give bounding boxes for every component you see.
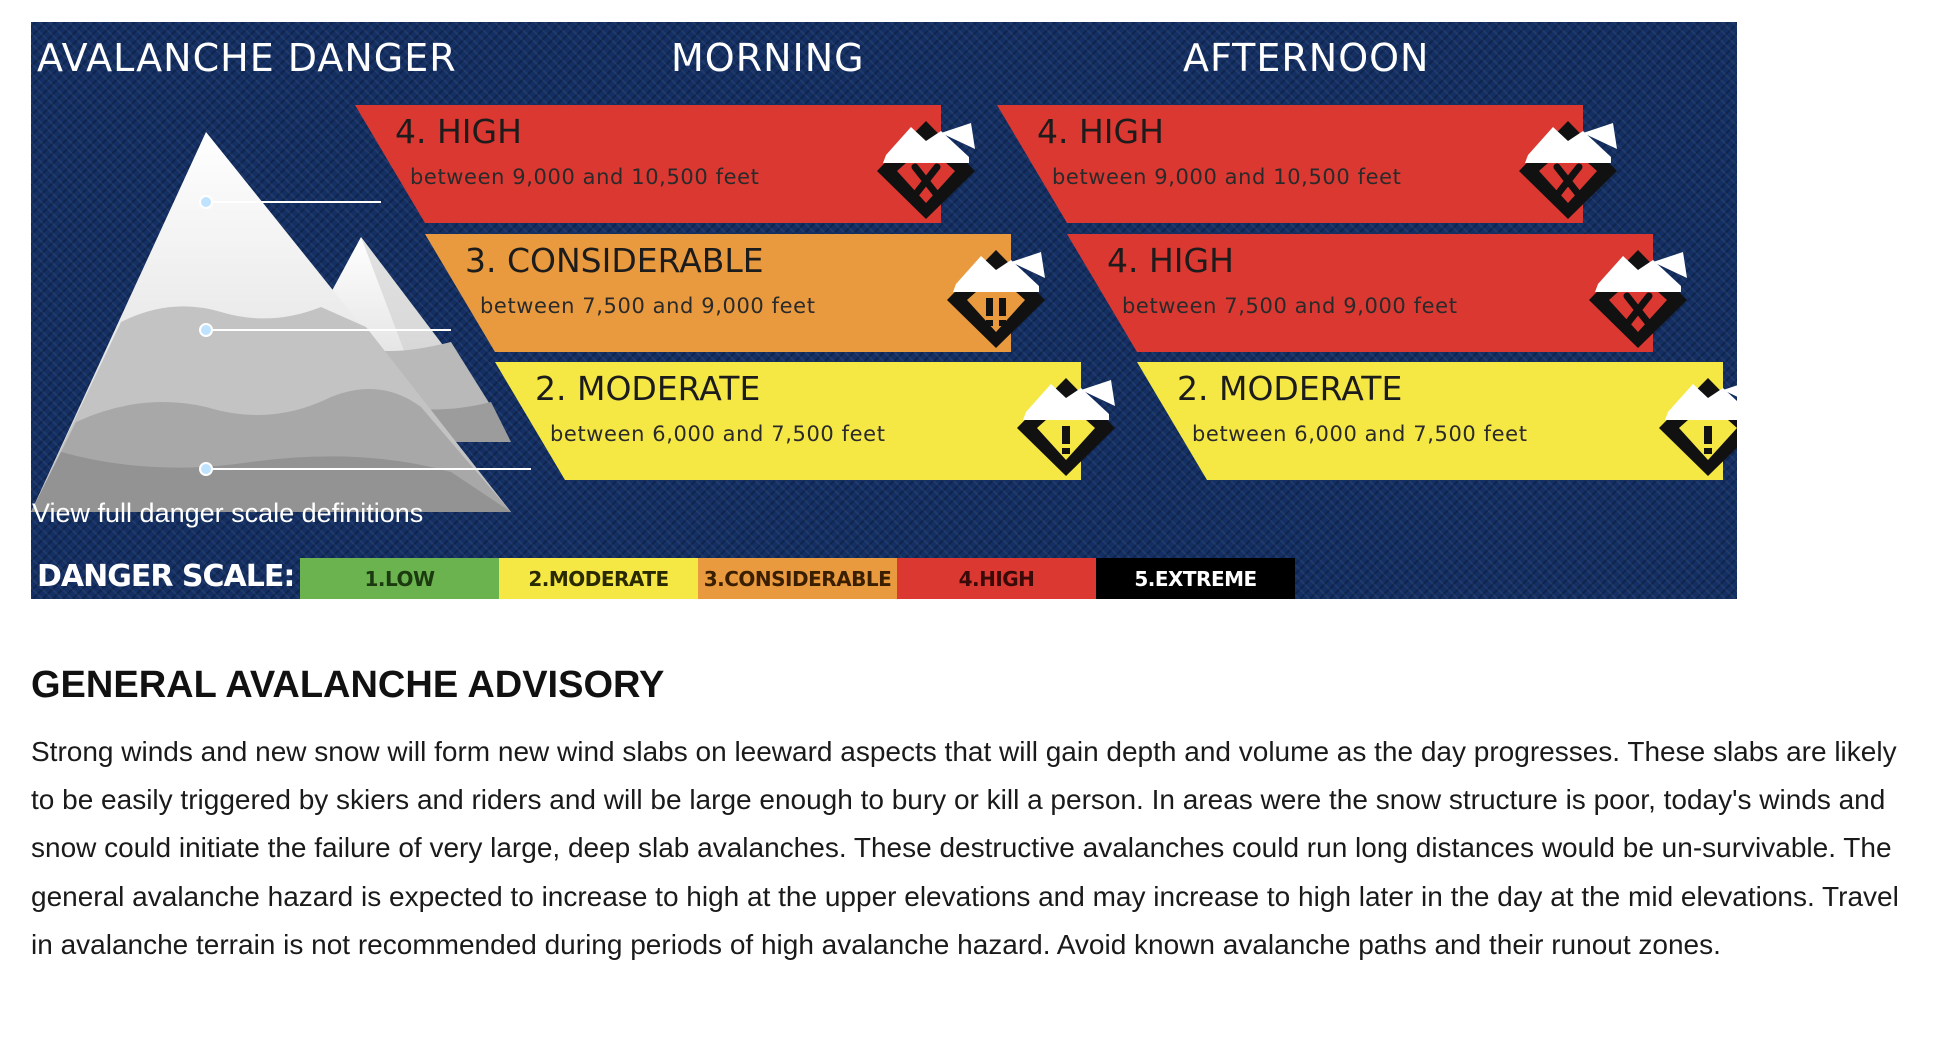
scale-moderate: 2.MODERATE	[499, 558, 698, 599]
danger-scale-bar	[300, 558, 1295, 599]
x-mark-icon	[871, 115, 981, 223]
danger-scale-definitions-link[interactable]: View full danger scale definitions	[32, 498, 424, 528]
elevation-range: between 6,000 and 7,500 feet	[550, 422, 886, 446]
double-exclamation-icon	[941, 244, 1051, 352]
danger-level: 3. CONSIDERABLE	[465, 241, 764, 280]
scale-considerable: 3.CONSIDERABLE	[698, 558, 897, 599]
danger-title: AVALANCHE DANGER	[37, 36, 457, 80]
morning-band-middle	[425, 234, 1011, 352]
exclamation-icon	[1011, 372, 1121, 480]
advisory-body: Strong winds and new snow will form new wind slabs on leeward aspects that will gain depth and volume as the day progresses. These slabs are likely to be easily triggered by skiers and riders and will be large enough to bury or kill a person. In areas were the snow structure is poor, today's winds and snow could initiate the failure of very large, deep slab avalanches. These destructive avalanches could run long distances would be un-survivable. The general avalanche hazard is expected to increase to high at the upper elevations and may increase to high later in the day at the mid elevations. Travel in avalanche terrain is not recommended during periods of high avalanche hazard. Avoid known avalanche paths and their runout zones.	[31, 736, 1899, 960]
scale-high: 4.HIGH	[897, 558, 1096, 599]
afternoon-band-middle	[1067, 234, 1653, 352]
afternoon-band-lower	[1137, 362, 1723, 480]
morning-band-upper	[355, 105, 941, 223]
x-mark-icon	[1513, 115, 1623, 223]
afternoon-band-upper	[997, 105, 1583, 223]
avalanche-danger-graphic	[31, 22, 1737, 599]
exclamation-icon	[1653, 372, 1737, 480]
danger-level: 4. HIGH	[1037, 112, 1164, 151]
morning-band-lower	[495, 362, 1081, 480]
advisory-title: GENERAL AVALANCHE ADVISORY	[31, 664, 665, 706]
afternoon-header: AFTERNOON	[1183, 36, 1430, 80]
morning-header: MORNING	[671, 36, 865, 80]
elevation-range: between 7,500 and 9,000 feet	[480, 294, 816, 318]
danger-level: 2. MODERATE	[535, 369, 761, 408]
x-mark-icon	[1583, 244, 1693, 352]
danger-scale-label: DANGER SCALE:	[37, 559, 295, 594]
elevation-range: between 9,000 and 10,500 feet	[410, 165, 760, 189]
scale-extreme: 5.EXTREME	[1096, 558, 1295, 599]
elevation-range: between 7,500 and 9,000 feet	[1122, 294, 1458, 318]
danger-level: 2. MODERATE	[1177, 369, 1403, 408]
danger-level: 4. HIGH	[1107, 241, 1234, 280]
danger-level: 4. HIGH	[395, 112, 522, 151]
elevation-range: between 6,000 and 7,500 feet	[1192, 422, 1528, 446]
scale-low: 1.LOW	[300, 558, 499, 599]
elevation-range: between 9,000 and 10,500 feet	[1052, 165, 1402, 189]
